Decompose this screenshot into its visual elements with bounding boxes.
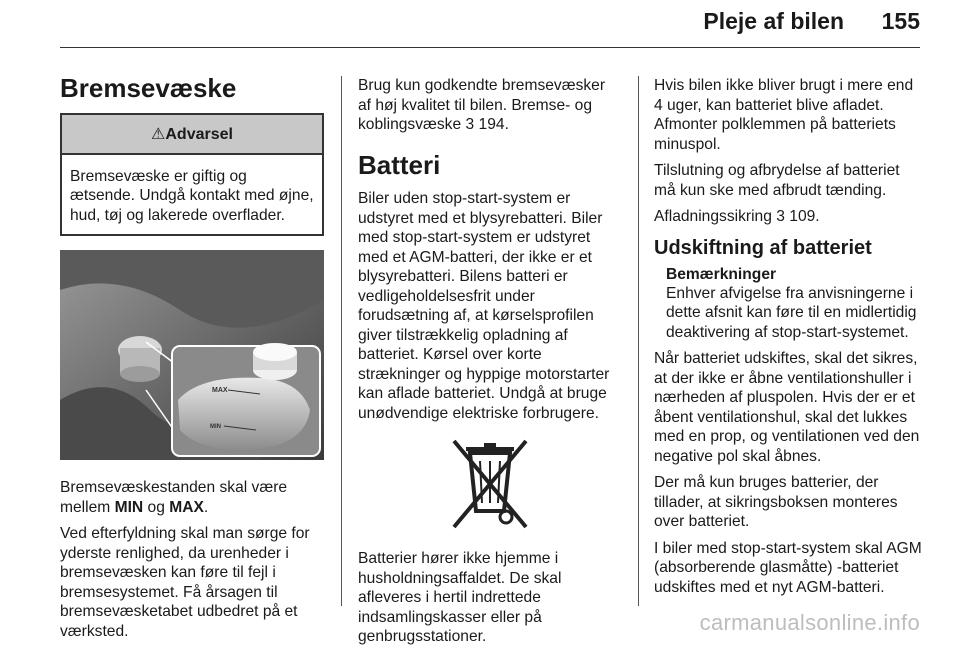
note-block bbox=[666, 266, 922, 343]
paragraph-discharge-protection: Afladningssikring 3 109. bbox=[654, 208, 820, 225]
warning-title: Advarsel bbox=[165, 125, 233, 143]
paragraph-connect: Tilslutning og afbrydelse af batteriet må kun ske med afbrudt tænding. bbox=[654, 162, 900, 199]
note-text: Enhver afvigelse fra anvisningerne i dette afsnit kan føre til en midlertidig deaktivering af stop-start-systemet. bbox=[666, 284, 917, 341]
page-reference: 109 bbox=[789, 208, 816, 225]
column-3 bbox=[654, 76, 922, 604]
section-heading-battery: Batteri bbox=[358, 149, 441, 180]
paragraph-battery-disposal: Batterier hører ikke hjemme i husholdningsaffaldet. De skal afleveres i hertil indrettede indsamlingskasser eller på genbrugsstationer. bbox=[358, 550, 562, 646]
paragraph-battery-type: Biler uden stop-start-system er udstyret med et blysyrebatteri. Biler med stop-start-system er udstyret med et AGM-batteri, der ikke er et blysyrebatteri. Bilens batteri er vedligeholdelsesfrit under forudsætning af, at kørselsprofilen giver tilstrækkelig opladning af batteriet. Kørsel over korte strækninger og hyppige motorstarter kan aflade batteriet. Undgå at bruge unødvendige elektriske forbrugere. bbox=[358, 190, 610, 422]
paragraph-level: Bremsevæskestanden skal være mellem MIN og MAX. bbox=[60, 479, 288, 516]
paragraph-brake-fluid-quality: Brug kun godkendte bremsevæsker af høj kvalitet til bilen. Bremse- og koblingsvæske 3 194. bbox=[358, 77, 606, 133]
warning-text: Bremsevæske er giftig og ætsende. Undgå kontakt med øjne, hud, tøj og lakerede overflader. bbox=[70, 167, 314, 224]
min-label: MIN bbox=[114, 498, 144, 516]
max-mark-label: MAX bbox=[212, 387, 228, 395]
page-reference: 194 bbox=[478, 116, 505, 133]
paragraph-discharge: Hvis bilen ikke bliver brugt i mere end 4 uger, kan batteriet blive afladet. Afmonter polklemmen på batteriets minuspol. bbox=[654, 77, 914, 153]
brake-fluid-reservoir-image bbox=[60, 250, 324, 460]
header-title: Pleje af bilen bbox=[703, 8, 844, 34]
column-divider bbox=[341, 76, 342, 606]
watermark: carmanualsonline.info bbox=[699, 610, 920, 635]
crossed-bin-icon bbox=[450, 437, 530, 533]
note-title: Bemærkninger bbox=[666, 265, 777, 283]
page-reference-icon: 3 bbox=[465, 116, 475, 133]
header-rule bbox=[60, 47, 920, 48]
paragraph-fuse-box: Der må kun bruges batterier, der tillader, at sikringsboksen monteres over batteriet. bbox=[654, 474, 898, 530]
paragraph-ventilation: Når batteriet udskiftes, skal det sikres, at der ikke er åbne ventilationshuller i nærheden af pluspolen. Hvis der er et åbent ventilationshul, skal det lukkes med en prop, og ventilationen ved den negative pol skal åbnes. bbox=[654, 350, 920, 465]
paragraph-refill: Ved efterfyldning skal man sørge for yderste renlighed, da urenheder i bremsevæsken kan føre til fejl i bremsesystemet. Få årsagen til bremsevæsketabet udbedret på et værksted. bbox=[60, 525, 310, 640]
column-2 bbox=[358, 76, 622, 654]
page-number: 155 bbox=[881, 8, 920, 34]
paragraph-agm: I biler med stop-start-system skal AGM (absorberende glasmåtte) -batteriet udskiftes med et nyt AGM-batteri. bbox=[654, 539, 922, 596]
column-divider bbox=[638, 76, 639, 606]
warning-header bbox=[62, 115, 322, 155]
warning-box bbox=[60, 113, 324, 237]
column-1 bbox=[60, 60, 324, 648]
page-reference-icon: 3 bbox=[776, 208, 785, 225]
max-label: MAX bbox=[169, 498, 204, 516]
warning-icon: ⚠ bbox=[151, 125, 166, 143]
section-heading-brake-fluid: Bremsevæske bbox=[60, 73, 237, 103]
min-mark-label: MIN bbox=[210, 424, 221, 431]
section-heading-battery-replacement: Udskiftning af batteriet bbox=[654, 236, 872, 259]
